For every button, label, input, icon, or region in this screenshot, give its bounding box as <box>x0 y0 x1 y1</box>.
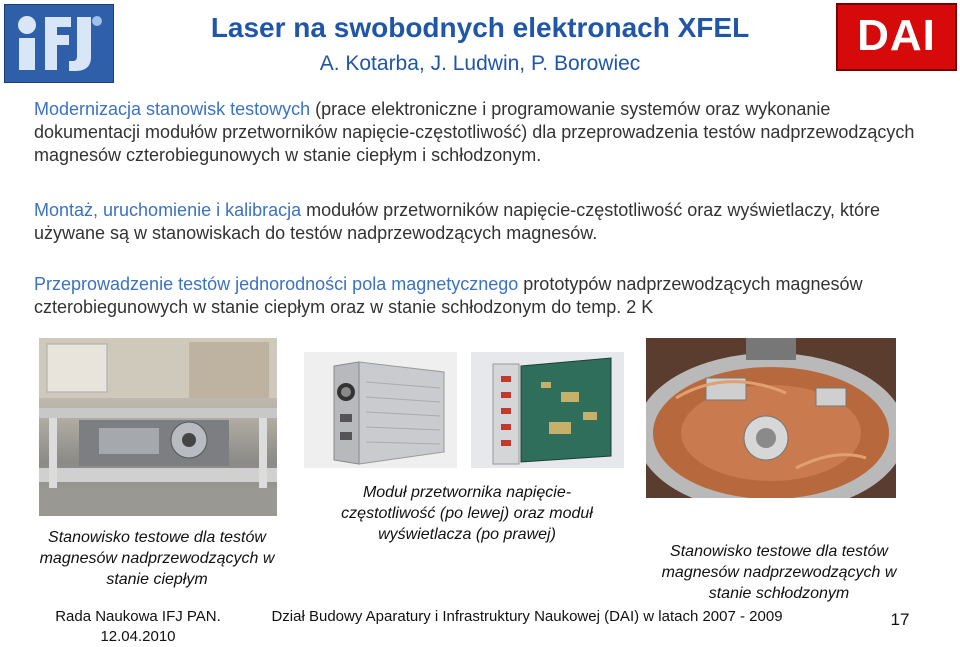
ifj-logo <box>4 4 114 83</box>
page-title: Laser na swobodnych elektronach XFEL <box>210 12 750 43</box>
paragraph-field-tests <box>34 273 934 319</box>
dai-logo <box>836 3 957 71</box>
ifj-logo-icon <box>5 5 113 82</box>
page-number: 17 <box>890 610 910 629</box>
paragraph-text: (prace elektroniczne i programowanie systemów oraz wykonanie dokumentacji modułów przetworników napięcie-częstotliwość) dla przeprowadzenia testów nadprzewodzących magnesów czterobiegunowych w stanie ciepłym i schłodzonym. <box>34 99 915 165</box>
photo-warm-test-stand <box>39 338 277 516</box>
caption-modules: Moduł przetwornika napięcie-częstotliwość (po lewej) oraz moduł wyświetlacza (po prawej) <box>341 484 593 543</box>
footer-date: 12.04.2010 <box>100 628 176 645</box>
dai-logo-text: DAI <box>857 11 936 60</box>
authors: A. Kotarba, J. Ludwin, P. Borowiec <box>319 52 641 75</box>
paragraph-text: prototypów nadprzewodzących magnesów czterobiegunowych w stanie ciepłym oraz w stanie schłodzonym do temp. 2 K <box>34 274 863 317</box>
caption-cold-stand: Stanowisko testowe dla testów magnesów nadprzewodzących w stanie schłodzonym <box>661 543 897 602</box>
footer-department: Dział Budowy Aparatury i Infrastruktury Naukowej (DAI) w latach 2007 - 2009 <box>271 608 783 625</box>
paragraph-text: modułów przetworników napięcie-częstotliwość oraz wyświetlaczy, które używane są w stanowiskach do testów nadprzewodzących magnesów. <box>34 200 881 243</box>
paragraph-assembly <box>34 199 934 245</box>
photo-converter-module <box>304 352 457 468</box>
paragraph-highlight: Modernizacja stanowisk testowych <box>34 99 311 119</box>
paragraph-highlight: Montaż, uruchomienie i kalibracja <box>34 200 302 220</box>
footer-council: Rada Naukowa IFJ PAN. <box>55 608 221 625</box>
photo-display-module <box>471 352 624 468</box>
paragraph-highlight: Przeprowadzenie testów jednorodności pola magnetycznego <box>34 274 519 294</box>
caption-warm-stand: Stanowisko testowe dla testów magnesów nadprzewodzących w stanie ciepłym <box>39 529 275 588</box>
photo-cold-test-stand <box>646 338 896 498</box>
paragraph-modernization <box>34 98 934 167</box>
footer-left <box>48 607 228 647</box>
